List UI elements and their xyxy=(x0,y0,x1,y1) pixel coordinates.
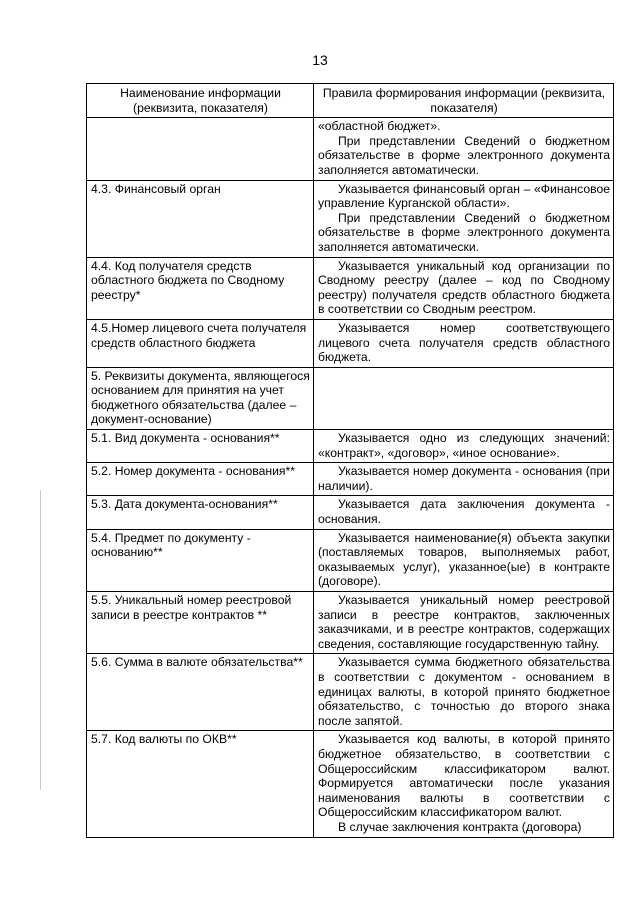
table-row xyxy=(87,257,614,319)
rule-paragraph: Указывается уникальный код организации по Сводному реестру (далее – код по Сводному реестру) получателя средств областного бюджета в соответствии со Сводным реестром. xyxy=(318,258,610,317)
rule-paragraph: Указывается дата заключения документа - основания. xyxy=(318,497,610,527)
table-row xyxy=(87,319,614,367)
requisites-table xyxy=(86,83,614,838)
requisite-name: 5.6. Сумма в валюте обязательства** xyxy=(87,654,314,731)
table-row xyxy=(87,118,614,180)
rule-paragraph: При представлении Сведений о бюджетном обязательстве в форме электронного документа заполняется автоматически. xyxy=(318,210,610,254)
page-number: 13 xyxy=(312,52,328,68)
table-row xyxy=(87,367,614,429)
table-row xyxy=(87,496,614,529)
rule-paragraph: Указывается номер соответствующего лицевого счета получателя средств областного бюджета. xyxy=(318,320,610,365)
rule-paragraph: Указывается уникальный номер реестровой записи в реестре контрактов, заключенных заказчиками, и в реестре контрактов, содержащих сведения, составляющие государственную тайну. xyxy=(318,593,610,651)
rule-paragraph: Указывается код валюты, в которой принято бюджетное обязательство, в соответствии с Общероссийским классификатором валют. Формируется автоматически после указания наименования валюты в соответствии с Общероссийским классификатором валют. xyxy=(318,732,610,820)
column-header-name: Наименование информации (реквизита, показателя) xyxy=(87,84,314,118)
column-header-rule: Правила формирования информации (реквизита, показателя) xyxy=(314,84,614,118)
formation-rule xyxy=(314,463,614,496)
rule-paragraph: Указывается финансовый орган – «Финансовое управление Курганской области». xyxy=(318,181,610,211)
table-header-row xyxy=(87,84,614,118)
requisite-name xyxy=(87,118,314,180)
table-row xyxy=(87,654,614,731)
table-row xyxy=(87,592,614,654)
formation-rule xyxy=(314,496,614,529)
table-row xyxy=(87,529,614,591)
formation-rule xyxy=(314,367,614,429)
table-row xyxy=(87,180,614,257)
requisite-name: 4.4. Код получателя средств областного бюджета по Сводному реестру* xyxy=(87,257,314,319)
formation-rule xyxy=(314,654,614,731)
formation-rule xyxy=(314,731,614,837)
rule-paragraph: Указывается номер документа - основания (при наличии). xyxy=(318,464,610,493)
formation-rule xyxy=(314,529,614,591)
requisite-name: 5. Реквизиты документа, являющегося основанием для принятия на учет бюджетного обязательства (далее – документ-основание) xyxy=(87,367,314,429)
formation-rule xyxy=(314,319,614,367)
table-row xyxy=(87,430,614,463)
margin-line xyxy=(40,490,41,790)
table-row xyxy=(87,463,614,496)
rule-paragraph: Указывается одно из следующих значений: «контракт», «договор», «иное основание». xyxy=(318,431,610,460)
formation-rule xyxy=(314,118,614,180)
formation-rule xyxy=(314,180,614,257)
requisite-name: 4.5.Номер лицевого счета получателя средств областного бюджета xyxy=(87,319,314,367)
rule-paragraph: В случае заключения контракта (договора) xyxy=(338,819,582,834)
requisite-name: 5.7. Код валюты по ОКВ** xyxy=(87,731,314,837)
requisite-name: 5.2. Номер документа - основания** xyxy=(87,463,314,496)
requisite-name: 5.5. Уникальный номер реестровой записи в реестре контрактов ** xyxy=(87,592,314,654)
rule-paragraph: Указывается наименование(я) объекта закупки (поставляемых товаров, выполняемых работ, оказываемых услуг), указанное(ые) в контракте (договоре). xyxy=(318,530,610,589)
requisite-name: 5.1. Вид документа - основания** xyxy=(87,430,314,463)
rule-paragraph: Указывается сумма бюджетного обязательства в соответствии с документом - основанием в единицах валюты, в которой принято бюджетное обязательство, с точностью до второго знака после запятой. xyxy=(318,655,610,728)
requisite-name: 5.4. Предмет по документу - основанию** xyxy=(87,529,314,591)
requisite-name: 5.3. Дата документа-основания** xyxy=(87,496,314,529)
rule-paragraph: «областной бюджет». xyxy=(318,119,441,134)
table-row xyxy=(87,731,614,837)
formation-rule xyxy=(314,592,614,654)
formation-rule xyxy=(314,257,614,319)
rule-paragraph: При представлении Сведений о бюджетном обязательстве в форме электронного документа заполняется автоматически. xyxy=(318,133,610,177)
requisite-name: 4.3. Финансовый орган xyxy=(87,180,314,257)
formation-rule xyxy=(314,430,614,463)
